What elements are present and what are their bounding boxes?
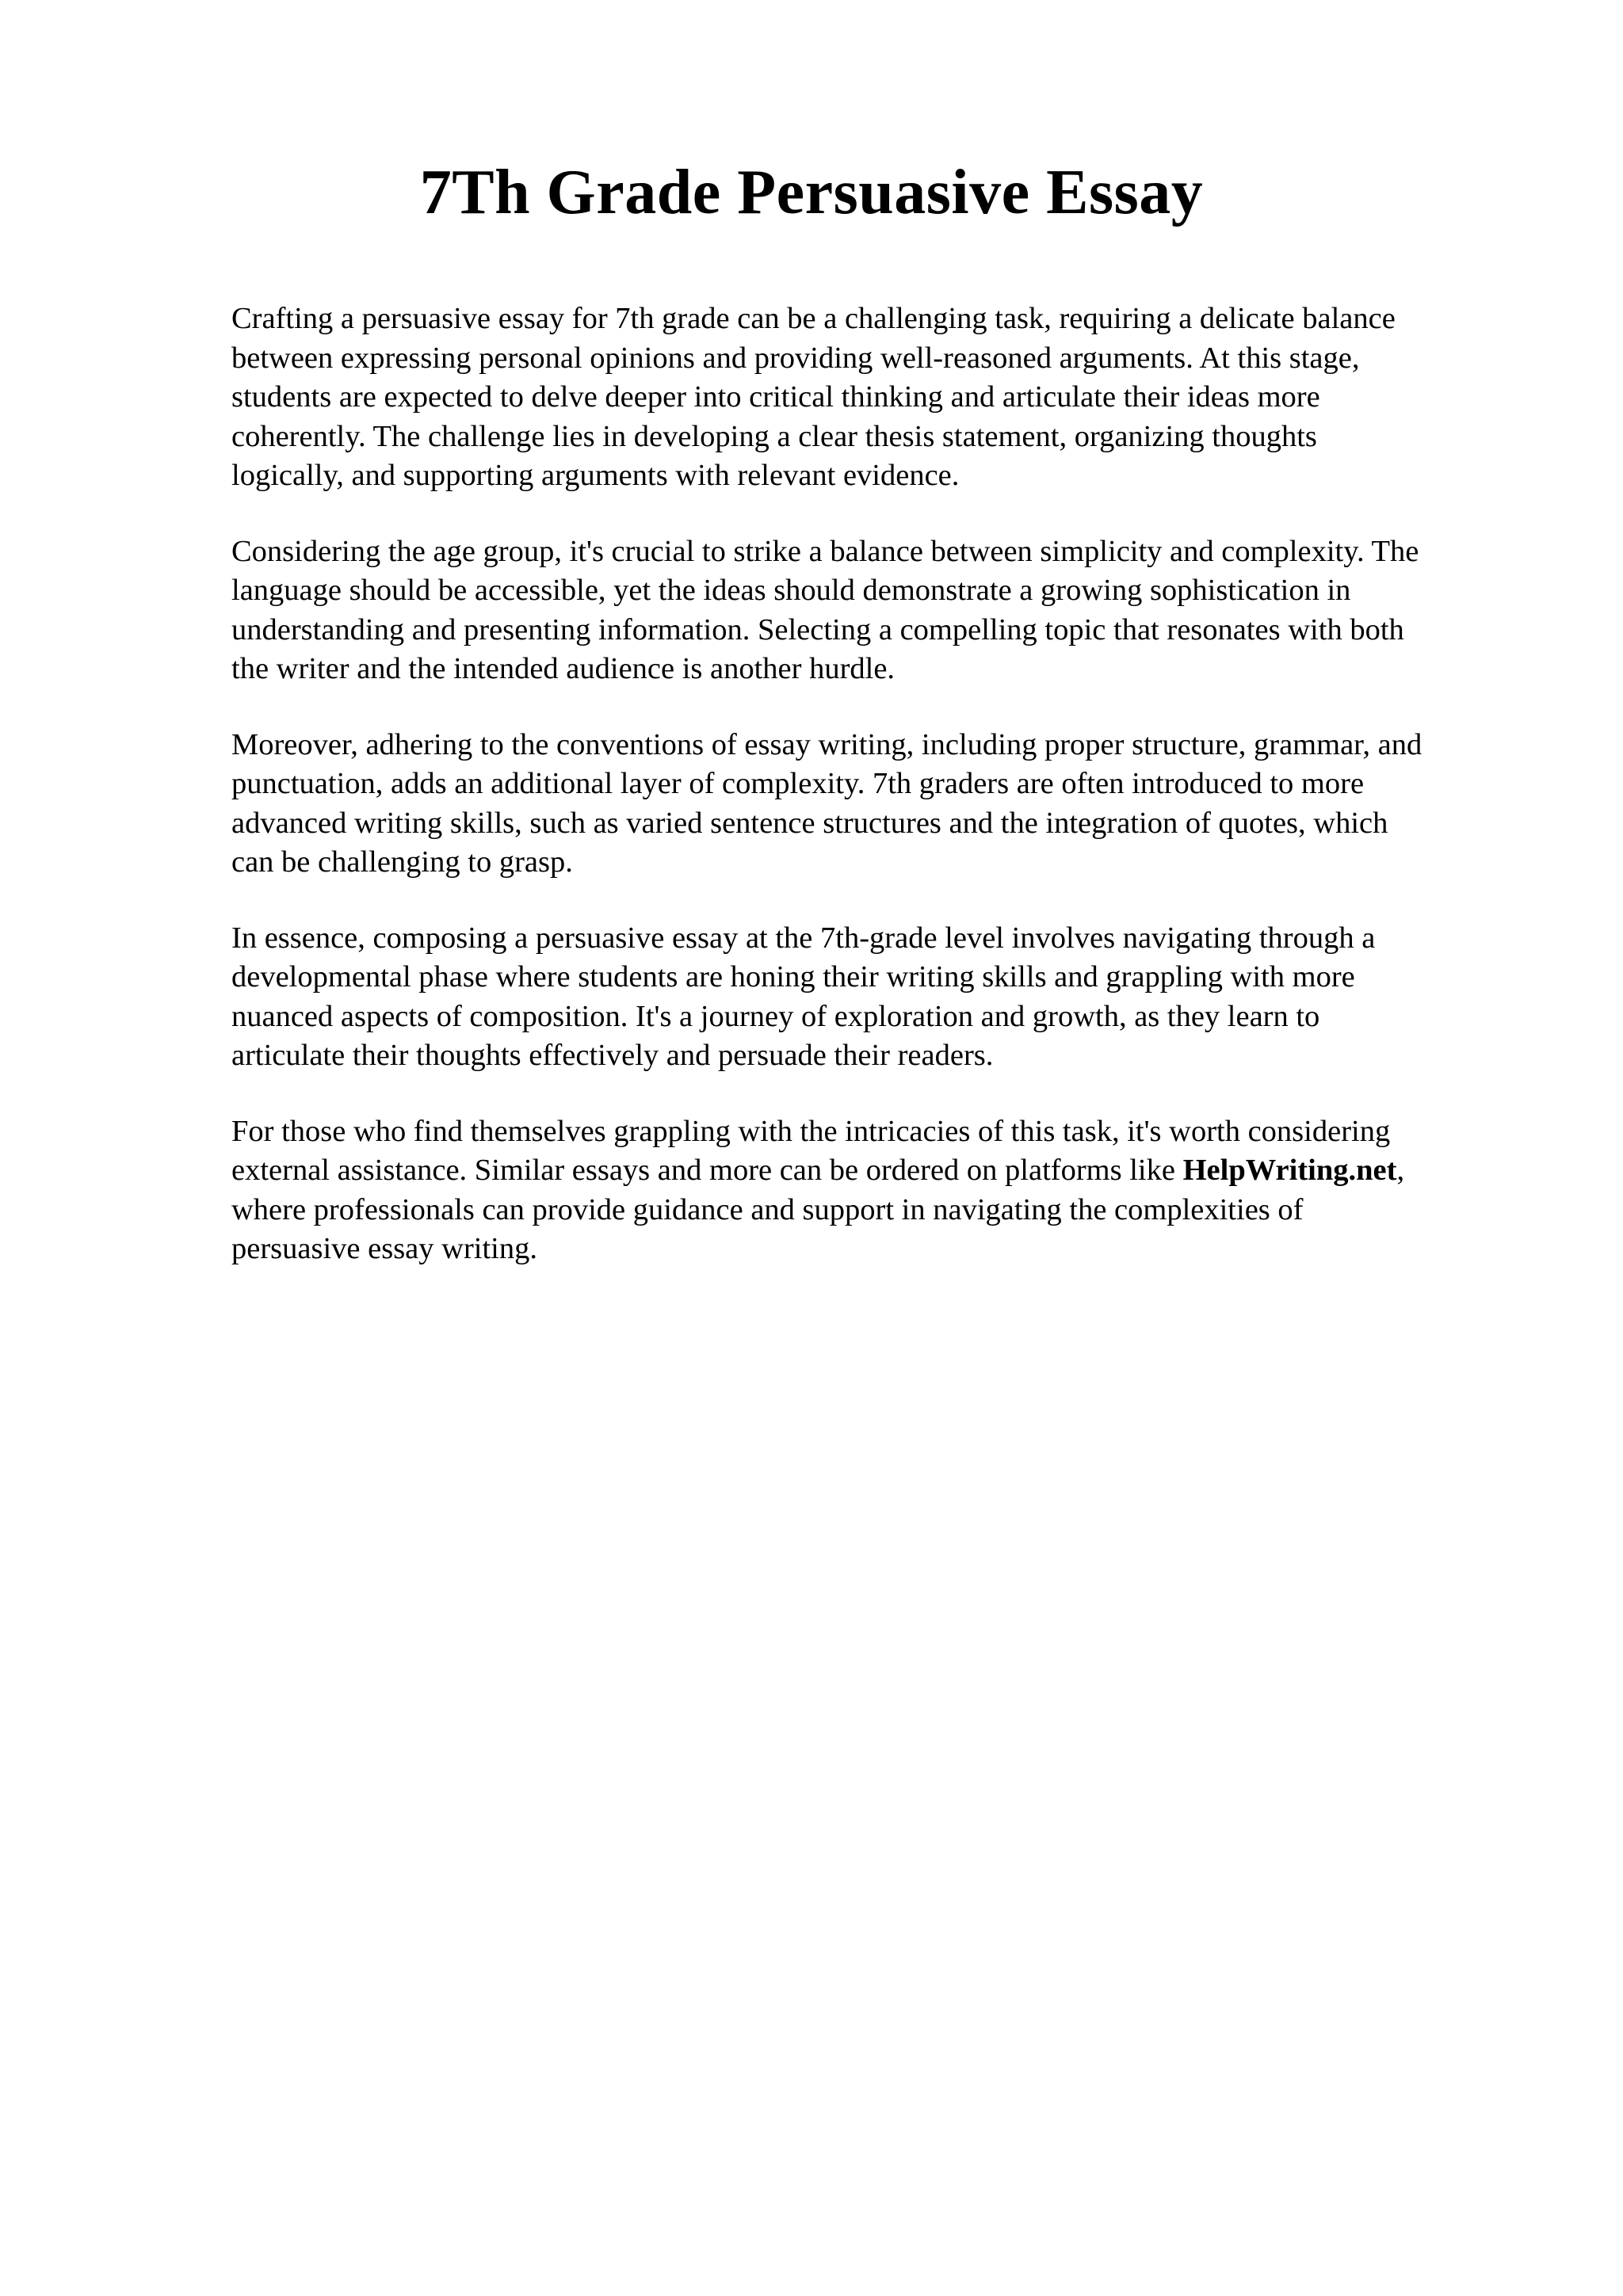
paragraph-line: Moreover, adhering to the conventions of essay writing, including proper structure, grammar, and bbox=[231, 727, 1423, 761]
paragraph-line: developmental phase where students are honing their writing skills and grappling with more bbox=[231, 960, 1355, 994]
paragraph-line: punctuation, adds an additional layer of complexity. 7th graders are often introduced to more bbox=[231, 767, 1365, 800]
paragraph-line: In essence, composing a persuasive essay at the 7th-grade level involves navigating through a bbox=[231, 921, 1376, 955]
paragraph-line: advanced writing skills, such as varied sentence structures and the integration of quotes, which bbox=[231, 806, 1388, 840]
paragraph-text: external assistance. Similar essays and more can be ordered on platforms like bbox=[231, 1154, 1183, 1187]
paragraph-line: logically, and supporting arguments with relevant evidence. bbox=[231, 459, 960, 492]
paragraph-line: understanding and presenting information. Selecting a compelling topic that resonates with both bbox=[231, 612, 1404, 646]
paragraph-line: Considering the age group, it's crucial to strike a balance between simplicity and complexity. The bbox=[231, 534, 1419, 568]
paragraph-text: , bbox=[1396, 1154, 1405, 1187]
paragraph-line: language should be accessible, yet the ideas should demonstrate a growing sophistication in bbox=[231, 574, 1351, 607]
paragraph-5 bbox=[231, 1112, 1531, 1269]
paragraph-line: articulate their thoughts effectively and persuade their readers. bbox=[231, 1039, 994, 1072]
paragraph-1 bbox=[231, 299, 1531, 496]
document-title: 7Th Grade Persuasive Essay bbox=[419, 158, 1204, 227]
paragraph-4 bbox=[231, 919, 1531, 1076]
paragraph-line: students are expected to delve deeper into critical thinking and articulate their ideas more bbox=[231, 380, 1320, 414]
paragraph-line bbox=[231, 1151, 1531, 1191]
paragraph-2 bbox=[231, 532, 1531, 689]
paragraph-line: can be challenging to grasp. bbox=[231, 845, 573, 879]
paragraph-line: the writer and the intended audience is another hurdle. bbox=[231, 652, 896, 685]
helpwriting-link[interactable]: HelpWriting.net bbox=[1182, 1154, 1397, 1187]
document-body bbox=[231, 299, 1531, 1306]
paragraph-line: For those who find themselves grappling with the intricacies of this task, it's worth considering bbox=[231, 1114, 1391, 1148]
paragraph-3 bbox=[231, 726, 1531, 883]
paragraph-line: nuanced aspects of composition. It's a journey of exploration and growth, as they learn to bbox=[231, 999, 1320, 1033]
paragraph-line: Crafting a persuasive essay for 7th grade can be a challenging task, requiring a delicate balance bbox=[231, 302, 1396, 335]
paragraph-line: persuasive essay writing. bbox=[231, 1232, 537, 1265]
paragraph-line: between expressing personal opinions and providing well-reasoned arguments. At this stage, bbox=[231, 341, 1360, 375]
paragraph-line: where professionals can provide guidance and support in navigating the complexities of bbox=[231, 1192, 1304, 1226]
paragraph-line: coherently. The challenge lies in developing a clear thesis statement, organizing thoughts bbox=[231, 419, 1317, 453]
